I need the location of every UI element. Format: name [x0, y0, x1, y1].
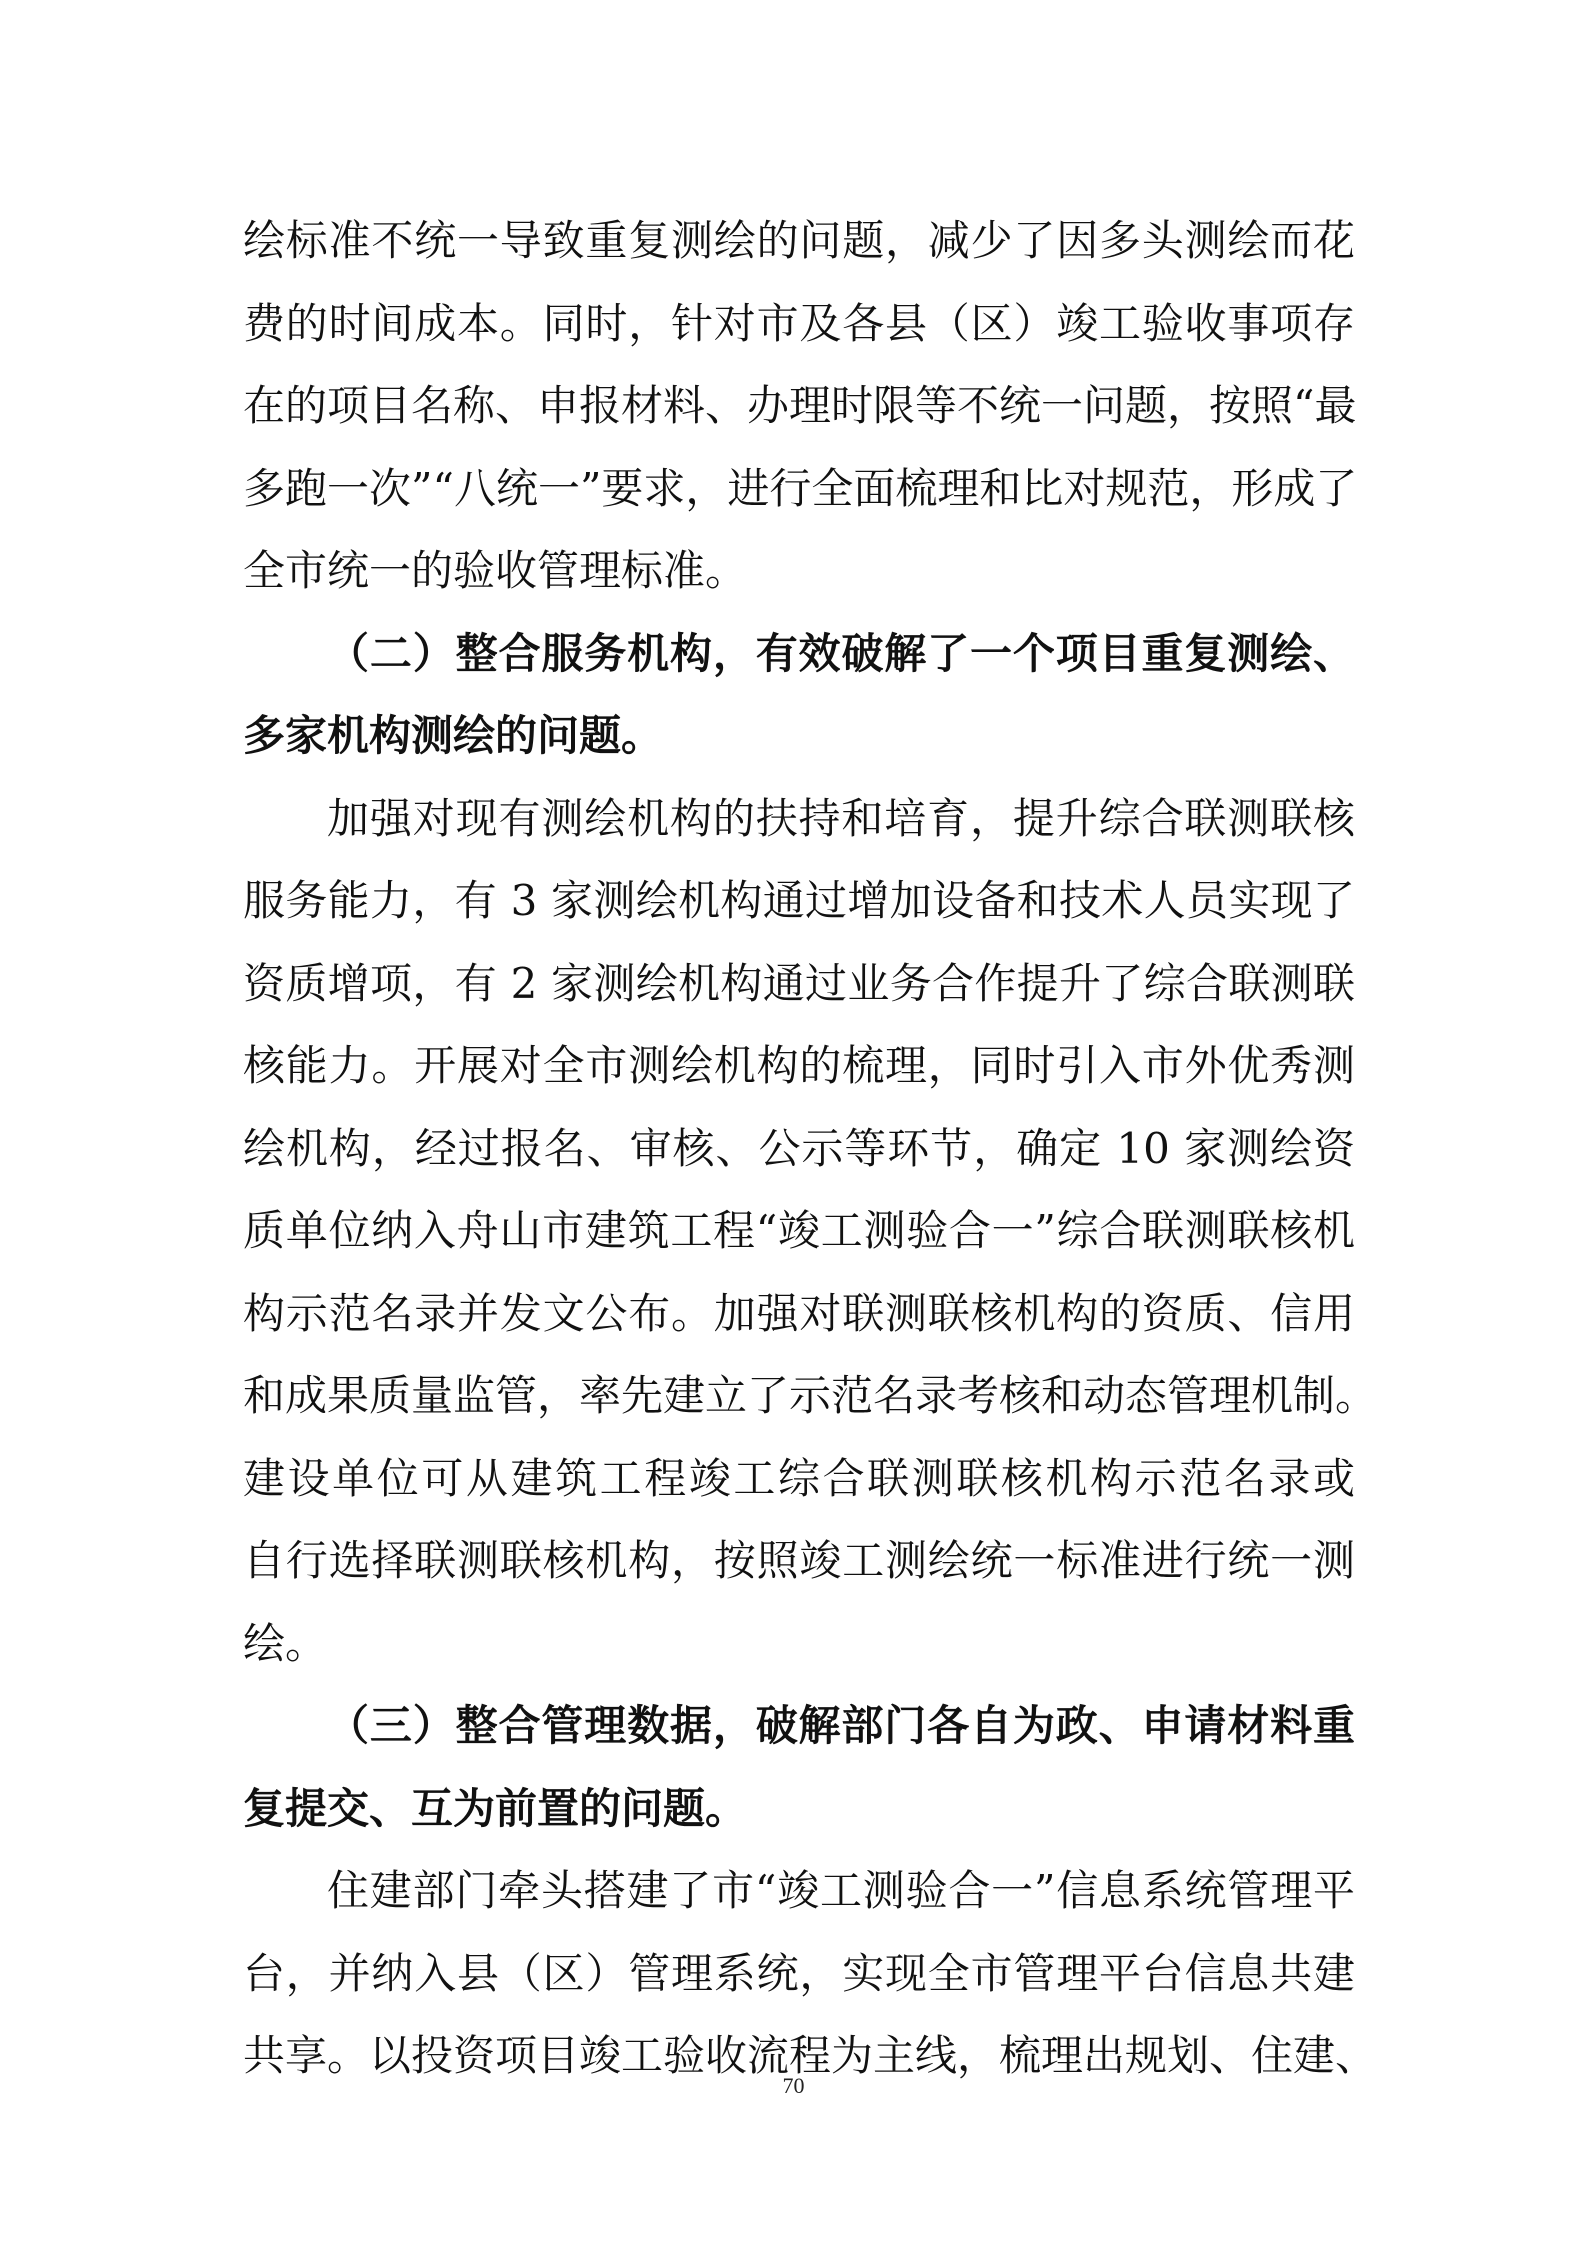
page-number: 70 — [782, 2073, 805, 2098]
paragraph-line: 加强对现有测绘机构的扶持和培育，提升综合联测联核 — [327, 793, 1355, 843]
paragraph-line: 核能力。开展对全市测绘机构的梳理，同时引入市外优秀测 — [243, 1041, 1355, 1090]
paragraph-line: 多跑一次”“八统一”要求，进行全面梳理和比对规范，形成了 — [243, 463, 1358, 513]
section-heading-line: （三）整合管理数据，破解部门各自为政、申请材料重 — [327, 1701, 1355, 1750]
paragraph-line: 构示范名录并发文公布。加强对联测联核机构的资质、信用 — [243, 1288, 1355, 1338]
paragraph-line: 服务能力，有 3 家测绘机构通过增加设备和技术人员实现了 — [243, 876, 1355, 925]
paragraph-line: 绘。 — [243, 1618, 328, 1668]
paragraph-line: 费的时间成本。同时，针对市及各县（区）竣工验收事项存 — [243, 298, 1355, 348]
body-text — [243, 200, 1378, 2098]
paragraph-line: 建设单位可从建筑工程竣工综合联测联核机构示范名录或 — [243, 1453, 1355, 1503]
paragraph-line: 和成果质量监管，率先建立了示范名录考核和动态管理机制。 — [243, 1371, 1378, 1420]
paragraph-line: 台，并纳入县（区）管理系统，实现全市管理平台信息共建 — [243, 1948, 1355, 1998]
paragraph-line: 绘机构，经过报名、审核、公示等环节，确定 10 家测绘资 — [243, 1123, 1355, 1173]
paragraph-line: 在的项目名称、申报材料、办理时限等不统一问题，按照“最 — [243, 381, 1357, 430]
section-heading-line: 复提交、互为前置的问题。 — [243, 1783, 748, 1833]
paragraph-line: 住建部门牵头搭建了市“竣工测验合一”信息系统管理平 — [327, 1866, 1355, 1915]
section-heading-line: 多家机构测绘的问题。 — [243, 711, 664, 760]
paragraph-line: 自行选择联测联核机构，按照竣工测绘统一标准进行统一测 — [243, 1536, 1355, 1585]
paragraph-line: 绘标准不统一导致重复测绘的问题，减少了因多头测绘而花 — [243, 216, 1355, 265]
paragraph-line: 质单位纳入舟山市建筑工程“竣工测验合一”综合联测联核机 — [243, 1206, 1355, 1255]
section-heading-line: （二）整合服务机构，有效破解了一个项目重复测绘、 — [327, 628, 1355, 678]
paragraph-line: 全市统一的验收管理标准。 — [243, 546, 748, 595]
paragraph-line: 共享。以投资项目竣工验收流程为主线，梳理出规划、住建、 — [243, 2031, 1378, 2080]
paragraph-line: 资质增项，有 2 家测绘机构通过业务合作提升了综合联测联 — [243, 958, 1355, 1008]
